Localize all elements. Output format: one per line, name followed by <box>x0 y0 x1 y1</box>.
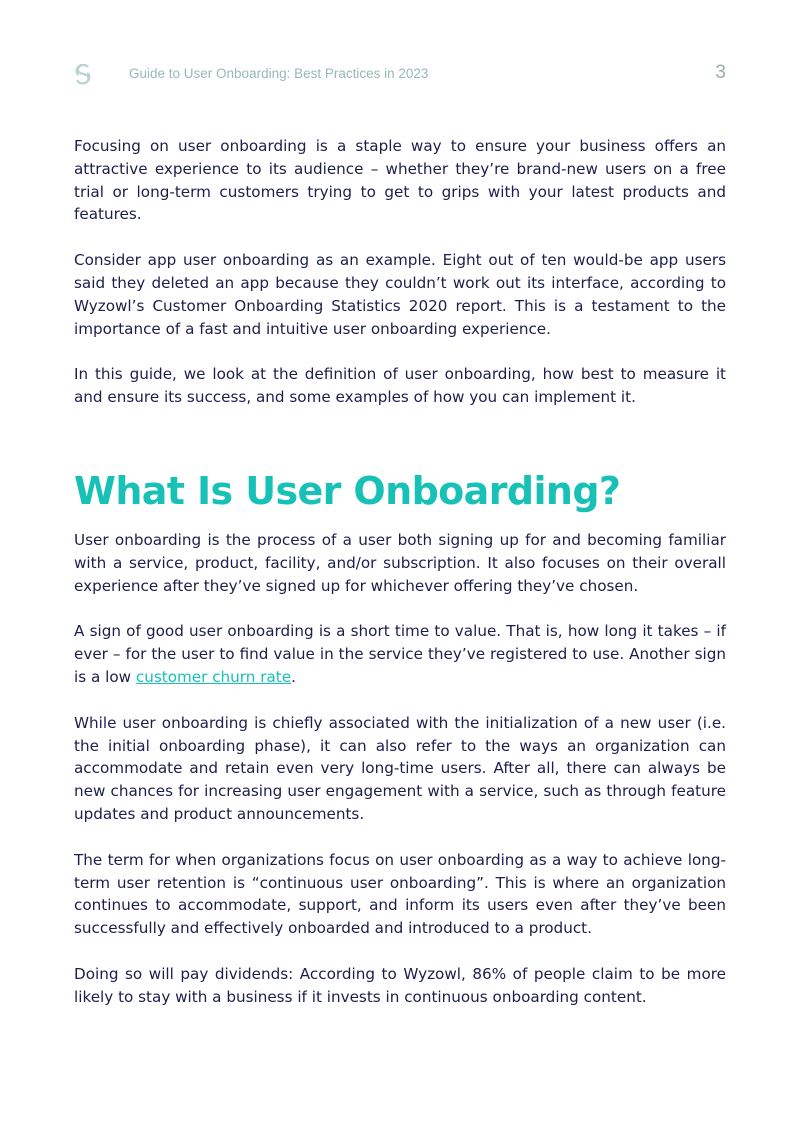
intro-paragraph-2: Consider app user onboarding as an example. Eight out of ten would-be app users said they deleted an app because they couldn’t work out its interface, according to Wyzowl’s Customer Onboarding Statistics 2020 report. This is a testament to the importance of a fast and intuitive user onboarding experience. <box>74 251 726 338</box>
section-paragraph-5: Doing so will pay dividends: According to Wyzowl, 86% of people claim to be more likely to stay with a business if it invests in continuous onboarding content. <box>74 964 726 1006</box>
section-paragraph-3: While user onboarding is chiefly associated with the initialization of a new user (i.e. the initial onboarding phase), it can also refer to the ways an organization can accommodate and retain even very long-time users. After all, there can always be new chances for increasing user engagement with a service, such as through feature updates and product announcements. <box>74 713 726 823</box>
section-paragraph-4: The term for when organizations focus on user onboarding as a way to achieve long-term user retention is “continuous user onboarding”. This is where an organization continues to accommodate, support, and inform its users even after they’ve been successfully and effectively onboarded and introduced to a product. <box>74 850 726 938</box>
intro-paragraph-3: In this guide, we look at the definition of user onboarding, how best to measure it and ensure its success, and some examples of how you can implement it. <box>74 365 726 407</box>
paragraph-end: . <box>291 667 296 686</box>
page-number: 3 <box>715 62 726 83</box>
document-title: Guide to User Onboarding: Best Practices in 2023 <box>129 66 429 81</box>
page-content <box>74 135 726 1032</box>
intro-paragraph-1: Focusing on user onboarding is a staple way to ensure your business offers an attractive experience to its audience – whether they’re brand-new users on a free trial or long-term customers trying to get to grips with your latest products and features. <box>74 137 726 224</box>
paragraph-text: A sign of good user onboarding is a short time to value. That is, how long it takes – if ever – for the user to find value in the service they’ve registered to use. Another sign is a low <box>74 622 726 686</box>
customer-churn-rate-link[interactable]: customer churn rate <box>135 667 292 686</box>
section-paragraph-1: User onboarding is the process of a user both signing up for and becoming familiar with a service, product, facility, and/or subscription. It also focuses on their overall experience after they’ve signed up for whichever offering they’ve chosen. <box>74 530 726 595</box>
swirl-logo-icon <box>74 62 92 86</box>
section-paragraph-2 <box>74 620 726 688</box>
section-heading: What Is User Onboarding? <box>74 468 621 513</box>
page-header <box>74 62 726 88</box>
